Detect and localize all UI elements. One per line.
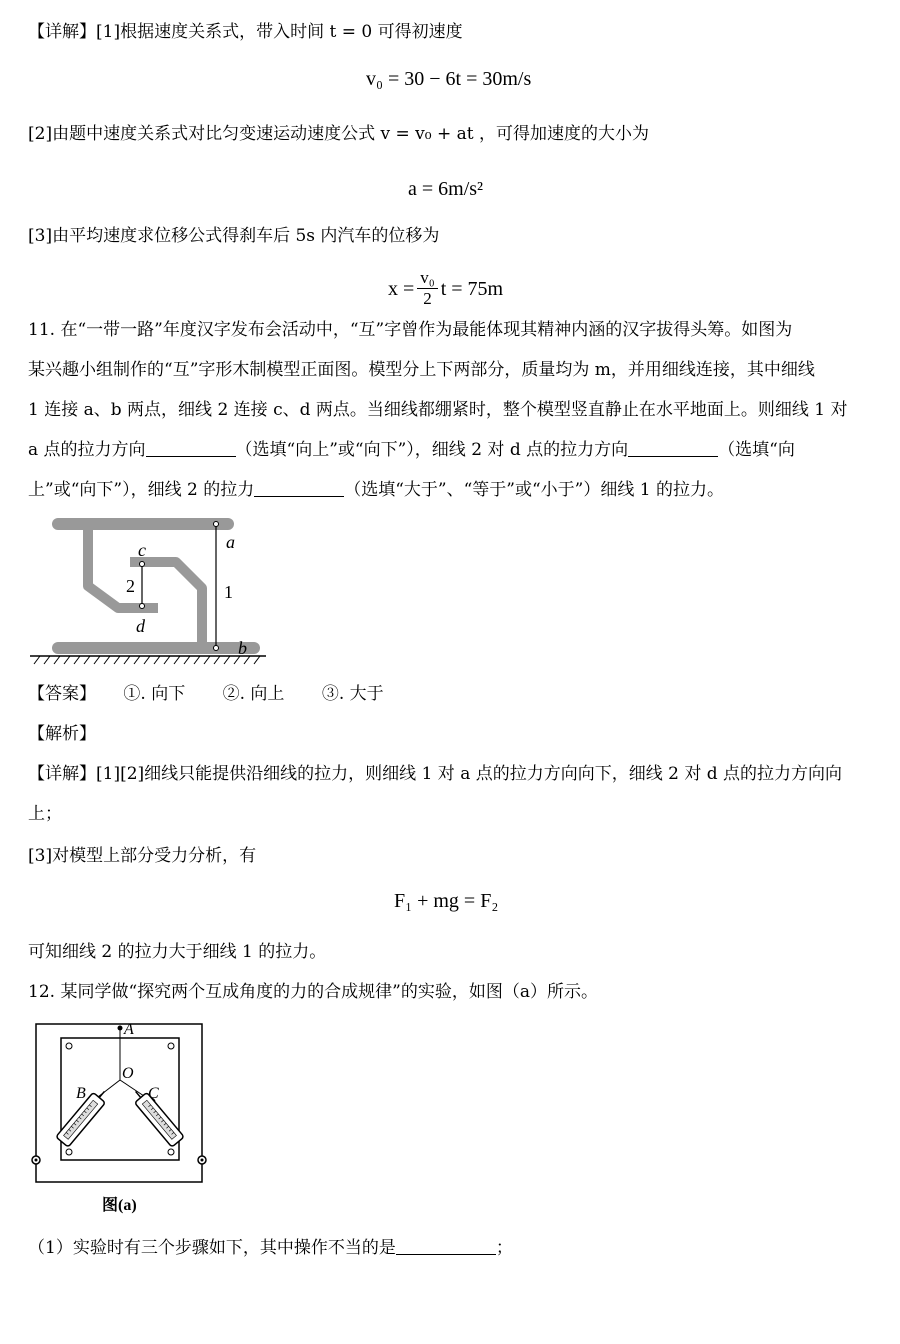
- point-a: [214, 522, 219, 527]
- answer-label: 【答案】: [28, 684, 96, 704]
- bottom-beam: [52, 642, 260, 654]
- q11-text3: 1 连接 a、b 两点，细线 2 连接 c、d 两点。当细线都绷紧时，整个模型竖直静止在水平地面上。则细线 1 对: [28, 400, 848, 420]
- label-d: d: [136, 616, 145, 636]
- q12-sub1b: ；: [495, 1238, 513, 1258]
- eq3-numerator: v₀: [417, 268, 437, 289]
- point-c: [140, 562, 145, 567]
- blank-2[interactable]: [628, 440, 718, 457]
- label-A: A: [124, 1021, 134, 1038]
- q11-text5b: （选填“大于”、“等于”或“小于”）细线 1 的拉力。: [344, 480, 724, 500]
- q11-text1: 11. 在“一带一路”年度汉字发布会活动中，“互”字曾作为最能体现其精神内涵的汉字拔得头筹。如图为: [28, 320, 793, 340]
- label-B: B: [76, 1085, 86, 1102]
- q12-text1: 12. 某同学做“探究两个互成角度的力的合成规律”的实验，如图（a）所示。: [28, 982, 598, 1002]
- q11-detail3: [3]对模型上部分受力分析，有: [28, 846, 257, 866]
- point-b: [214, 646, 219, 651]
- point-d: [140, 604, 145, 609]
- q11-text5a: 上”或“向下”），细线 2 的拉力: [28, 480, 255, 500]
- answer-2: ②. 向上: [222, 684, 285, 704]
- eq3-denominator: 2: [423, 289, 432, 308]
- sol10-line1: 【详解】[1]根据速度关系式，带入时间 t = 0 可得初速度: [28, 22, 463, 42]
- ground-hatch: [34, 656, 260, 664]
- blank-4[interactable]: [396, 1238, 496, 1255]
- hu-model-figure: [26, 512, 276, 672]
- q12-sub1: [28, 1236, 513, 1260]
- label-1: 1: [224, 582, 233, 602]
- analysis-label: 【解析】: [28, 724, 96, 744]
- top-beam: [52, 518, 234, 530]
- q11-text4b: （选填“向上”或“向下”），细线 2 对 d 点的拉力方向: [235, 440, 629, 460]
- eq3-fraction: [417, 268, 437, 309]
- label-C: C: [148, 1085, 159, 1102]
- q11-text2: 某兴趣小组制作的“互”字形木制模型正面图。模型分上下两部分，质量均为 m，并用细线连接，其中细线: [28, 360, 815, 380]
- label-O: O: [122, 1065, 134, 1082]
- q11-answer: [28, 682, 416, 706]
- q11-text4c: （选填“向: [718, 440, 795, 460]
- q11-detail1: 【详解】[1][2]细线只能提供沿细线的拉力，则细线 1 对 a 点的拉力方向向下，细线 2 对 d 点的拉力方向向: [28, 764, 843, 784]
- experiment-figure: [28, 1018, 218, 1218]
- figure-caption: 图(a): [102, 1197, 137, 1214]
- q12-sub1a: （1）实验时有三个步骤如下，其中操作不当的是: [28, 1238, 396, 1258]
- sol10-eq3: [388, 268, 503, 309]
- label-b: b: [238, 638, 247, 658]
- eq3-rhs: t = 75m: [440, 277, 504, 300]
- eq3-lhs: x =: [388, 277, 415, 300]
- sol10-line3: [3]由平均速度求位移公式得刹车后 5s 内汽车的位移为: [28, 226, 440, 246]
- label-a: a: [226, 532, 235, 552]
- q11-text4a: a 点的拉力方向: [28, 440, 146, 460]
- q11-equation: F₁ + mg = F₂: [394, 890, 499, 912]
- q11-text4: [28, 438, 795, 462]
- answer-1: ①. 向下: [123, 684, 186, 704]
- blank-1[interactable]: [146, 440, 236, 457]
- label-c: c: [138, 540, 146, 560]
- sol10-line2: [2]由题中速度关系式对比匀变速运动速度公式 v = v₀ + at ，可得加速度的大小为: [28, 124, 649, 144]
- q11-conclusion: 可知细线 2 的拉力大于细线 1 的拉力。: [28, 942, 327, 962]
- sol10-eq2: a = 6m/s²: [408, 178, 484, 200]
- q11-detail2: 上；: [28, 804, 62, 824]
- blank-3[interactable]: [254, 480, 344, 497]
- answer-3: ③. 大于: [321, 684, 384, 704]
- label-2: 2: [126, 576, 135, 596]
- sol10-eq1: v₀ = 30 − 6t = 30m/s: [366, 68, 532, 90]
- q11-text5: [28, 478, 724, 502]
